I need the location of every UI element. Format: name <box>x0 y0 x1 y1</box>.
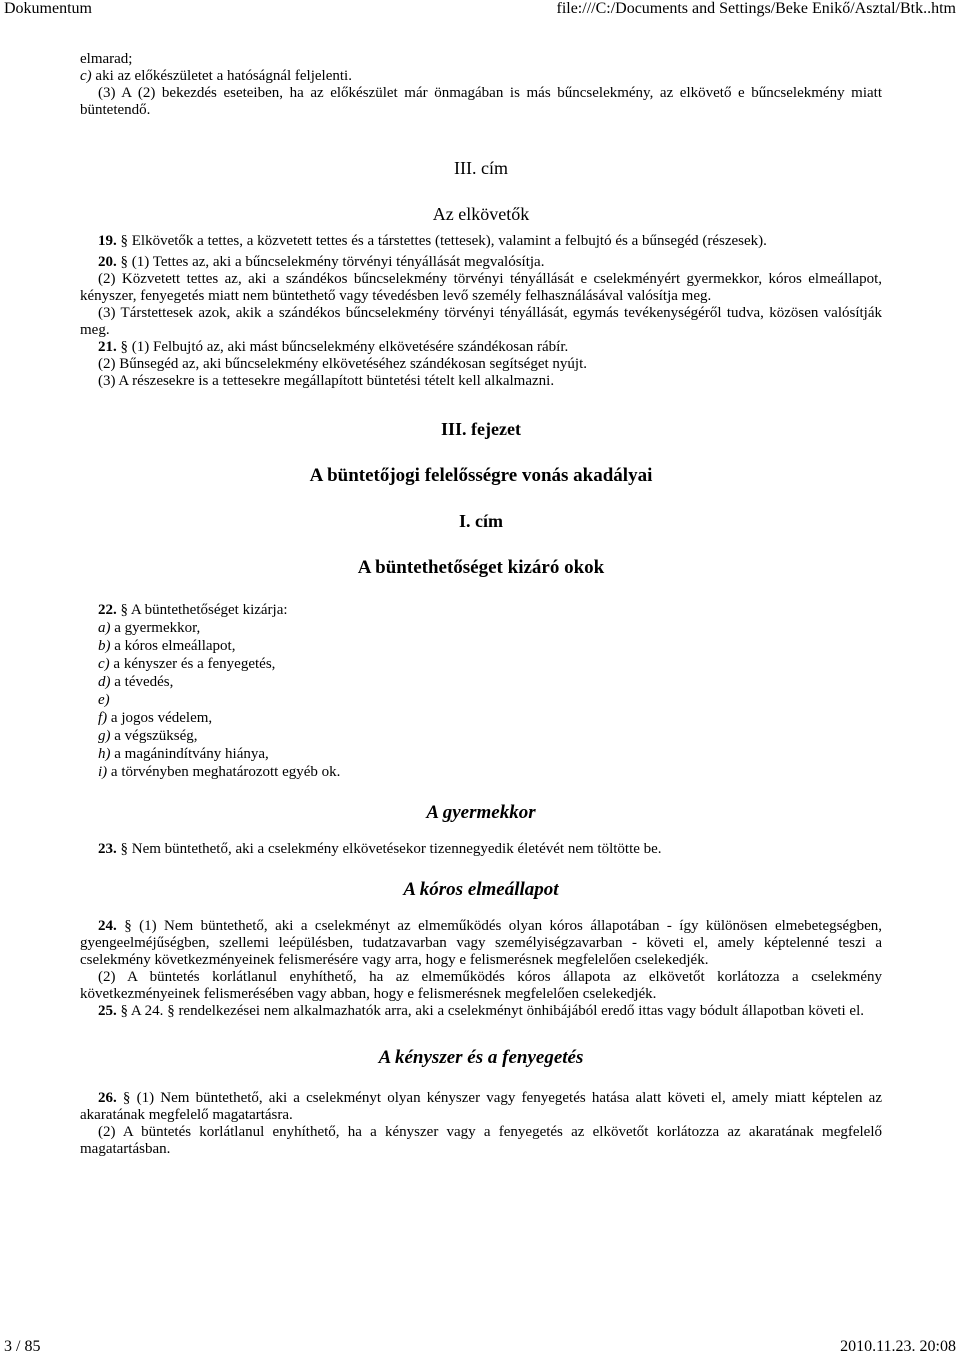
paragraph-number: 19. <box>98 233 117 249</box>
paragraph-number: 22. <box>98 602 117 618</box>
subheading-koros: A kóros elmeállapot <box>403 879 559 900</box>
item-label: f) <box>98 710 108 726</box>
section-sign: § <box>124 918 132 934</box>
section-title: III. cím <box>454 158 508 178</box>
paragraph-number: 20. <box>98 254 117 270</box>
list-item: d) a tévedés, <box>98 674 174 690</box>
subheading-kenyszer: A kényszer és a fenyegetés <box>378 1047 584 1068</box>
item-label: d) <box>98 674 111 690</box>
page-counter: 3 / 85 <box>4 1338 41 1355</box>
section-sign: § <box>120 254 128 270</box>
list-item: h) a magánindítvány hiánya, <box>98 746 269 762</box>
paragraph: (2) A büntetés korlátlanul enyhíthető, ha az elmeműködés kóros állapota az elkövetőt korlátozza a cselekmény következményeinek felismerésében vagy abban, hogy e felismerésnek megfelelően cselekedjék. <box>80 969 882 1002</box>
section-sign: § <box>122 1090 131 1106</box>
paragraph: (3) A (2) bekezdés eseteiben, ha az előkészület már önmagában is más bűncselekmény, az elkövető e bűncselekmény miatt büntetendő. <box>80 85 882 118</box>
paragraph-number: 21. <box>98 339 117 355</box>
list-item: g) a végszükség, <box>98 728 198 744</box>
item-label: a) <box>98 620 111 636</box>
item-label: h) <box>98 746 111 762</box>
item-label: c) <box>98 656 110 672</box>
print-timestamp: 2010.11.23. 20:08 <box>840 1338 956 1355</box>
paragraph-21: 21. § (1) Felbujtó az, aki mást bűncselekmény elkövetésére szándékosan rábír. <box>98 339 569 355</box>
list-item <box>80 692 882 709</box>
section-subtitle: A büntethetőséget kizáró okok <box>357 557 605 578</box>
item-label: e) <box>98 692 110 708</box>
paragraph-number: 23. <box>98 841 117 857</box>
paragraph-24: 24. § (1) Nem büntethető, aki a cselekményt az elmeműködés olyan kóros állapotában - így különösen elmebetegségben, gyengeelméjűségben, szellemi leépülésben, tudatzavarban vagy személyiségzavarban - követi el, amely képtelenné teszi a cselekmény következményeinek felismerésére vagy arra, hogy e felismerésnek megfelelően cselekedjék. <box>80 918 883 968</box>
chapter-title: III. fejezet <box>441 419 521 439</box>
paragraph: (2) A büntetés korlátlanul enyhíthető, ha a kényszer vagy a fenyegetés az elkövetőt korlátozza az akaratának megfelelő magatartásban. <box>80 1124 882 1157</box>
item-label: b) <box>98 638 111 654</box>
item-label: i) <box>98 764 108 780</box>
paragraph-number: 24. <box>98 918 117 934</box>
list-item: c) aki az előkészületet a hatóságnál feljelenti. <box>80 68 352 84</box>
section-sign: § <box>120 602 128 618</box>
list-item: b) a kóros elmeállapot, <box>98 638 236 654</box>
section-sign: § <box>120 233 128 249</box>
header-url: file:///C:/Documents and Settings/Beke Enikő/Asztal/Btk..htm <box>556 0 956 17</box>
list-item: i) a törvényben meghatározott egyéb ok. <box>98 764 341 780</box>
paragraph-25: 25. § A 24. § rendelkezései nem alkalmazhatók arra, aki a cselekményt önhibájából eredő ittas vagy bódult állapotban követi el. <box>98 1003 865 1019</box>
subheading-gyermekkor: A gyermekkor <box>426 802 536 823</box>
chapter-subtitle: A büntetőjogi felelősségre vonás akadályai <box>309 465 653 486</box>
paragraph-23: 23. § Nem büntethető, aki a cselekmény elkövetésekor tizennegyedik életévét nem töltötte be. <box>98 841 662 857</box>
paragraph: (3) Társtettesek azok, akik a szándékos bűncselekmény törvényi tényállását, egymás tevékenységéről tudva, közösen valósítják meg. <box>80 305 882 338</box>
section-title: I. cím <box>459 511 503 531</box>
list-item: c) a kényszer és a fenyegetés, <box>98 656 276 672</box>
paragraph-26: 26. § (1) Nem büntethető, aki a cselekményt olyan kényszer vagy fenyegetés hatása alatt követi el, amely miatt képtelen az akaratának megfelelő magatartásra. <box>80 1090 882 1123</box>
document-body <box>80 51 882 1158</box>
paragraph-number: 26. <box>98 1090 117 1106</box>
paragraph-20: 20. § (1) Tettes az, aki a bűncselekmény törvényi tényállását megvalósítja. <box>98 254 545 270</box>
paragraph-19: 19. § Elkövetők a tettes, a közvetett tettes és a társtettes (tettesek), valamint a felbujtó és a bűnsegéd (részesek). <box>98 233 767 249</box>
text-line: elmarad; <box>80 51 133 67</box>
section-subtitle: Az elkövetők <box>432 204 530 224</box>
paragraph: (3) A részesekre is a tettesekre megállapított büntetési tételt kell alkalmazni. <box>98 373 555 389</box>
paragraph: (2) Közvetett tettes az, aki a szándékos bűncselekmény törvényi tényállását e cselekményért gyermekkor, kóros elmeállapot, kényszer, fenyegetés miatt nem büntethető vagy tévedésben levő személy felhasználásával valósítja meg. <box>80 271 882 304</box>
section-sign: § <box>120 339 128 355</box>
header-title: Dokumentum <box>4 0 92 17</box>
list-item: a) a gyermekkor, <box>98 620 201 636</box>
paragraph-number: 25. <box>98 1003 117 1019</box>
item-label: c) <box>80 68 92 84</box>
section-sign: § <box>120 1003 128 1019</box>
item-label: g) <box>98 728 111 744</box>
list-item: f) a jogos védelem, <box>98 710 213 726</box>
paragraph-22: 22. § A büntethetőséget kizárja: <box>98 602 288 618</box>
section-sign: § <box>120 841 128 857</box>
paragraph: (2) Bűnsegéd az, aki bűncselekmény elkövetéséhez szándékosan segítséget nyújt. <box>98 356 588 372</box>
section-sign: § <box>167 1003 175 1019</box>
exclusion-list <box>80 602 882 781</box>
